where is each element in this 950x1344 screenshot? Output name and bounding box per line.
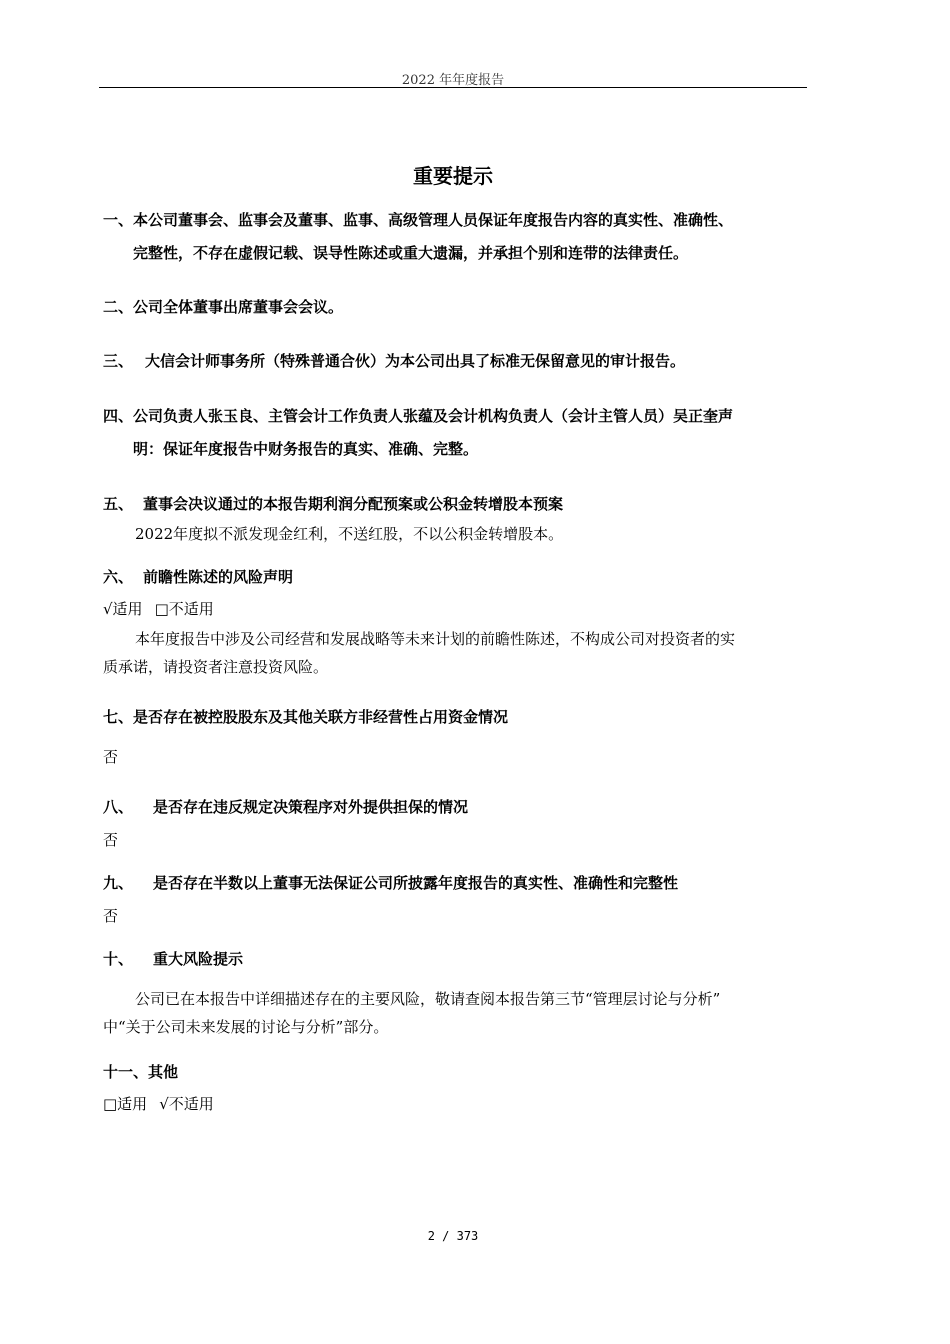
- section-6-heading: [103, 566, 809, 588]
- section-4-number: 四、: [103, 407, 134, 425]
- section-7-heading: [103, 706, 809, 728]
- page-number: 2 / 373: [427, 1229, 479, 1243]
- section-7-text: 是否存在被控股股东及其他关联方非经营性占用资金情况: [133, 708, 509, 726]
- section-3-text: 大信会计师事务所（特殊普通合伙）为本公司出具了标准无保留意见的审计报告。: [145, 352, 686, 370]
- section-11-option-not-applicable: √不适用: [159, 1095, 214, 1113]
- section-10-text: 重大风险提示: [153, 950, 244, 968]
- section-10-heading: [103, 948, 809, 970]
- section-11-text: 其他: [148, 1063, 179, 1081]
- section-8-answer: 否: [103, 831, 119, 849]
- section-4-text-line1: 公司负责人张玉良、主管会计工作负责人张蕴及会计机构负责人（会计主管人员）吴正奎声: [133, 407, 734, 425]
- header-divider: [99, 87, 807, 88]
- section-11-number: 十一、: [103, 1063, 149, 1081]
- section-6-body-line2: 质承诺，请投资者注意投资风险。: [103, 658, 329, 676]
- section-5-text: 董事会决议通过的本报告期利润分配预案或公积金转增股本预案: [143, 495, 564, 513]
- section-11-heading: [103, 1061, 809, 1083]
- section-2-heading: [103, 296, 809, 318]
- section-6-applicability: [103, 598, 809, 620]
- section-2-text: 公司全体董事出席董事会会议。: [133, 298, 344, 316]
- section-5-heading: [103, 493, 809, 515]
- section-1-number: 一、: [103, 211, 134, 229]
- section-6-option-not-applicable: □不适用: [154, 600, 214, 618]
- section-9-answer: 否: [103, 907, 119, 925]
- section-9-number: 九、: [103, 874, 134, 892]
- section-10-body-line1: 公司已在本报告中详细描述存在的主要风险，敬请查阅本报告第三节“管理层讨论与分析”: [135, 990, 721, 1008]
- section-8-text: 是否存在违反规定决策程序对外提供担保的情况: [153, 798, 469, 816]
- section-7-answer: 否: [103, 748, 119, 766]
- section-8-number: 八、: [103, 798, 134, 816]
- section-11-option-applicable: □适用: [103, 1095, 148, 1113]
- section-1-text-line2: 完整性，不存在虚假记载、误导性陈述或重大遗漏，并承担个别和连带的法律责任。: [133, 244, 689, 262]
- section-6-text: 前瞻性陈述的风险声明: [143, 568, 294, 586]
- section-6-body-line1: 本年度报告中涉及公司经营和发展战略等未来计划的前瞻性陈述，不构成公司对投资者的实: [135, 630, 736, 648]
- section-1-text-line1: 本公司董事会、监事会及董事、监事、高级管理人员保证年度报告内容的真实性、准确性、: [133, 211, 734, 229]
- section-9-heading: [103, 872, 809, 894]
- section-11-applicability: [103, 1093, 809, 1115]
- section-4-heading: [103, 405, 809, 427]
- section-5-number: 五、: [103, 495, 134, 513]
- section-10-body-line2: 中“关于公司未来发展的讨论与分析”部分。: [103, 1018, 389, 1036]
- page-title: 重要提示: [413, 164, 493, 188]
- section-8-heading: [103, 796, 809, 818]
- section-1-heading: [103, 209, 809, 231]
- section-2-number: 二、: [103, 298, 134, 316]
- section-6-option-applicable: √适用: [103, 600, 143, 618]
- section-3-heading: [103, 350, 809, 372]
- running-header: 2022 年年度报告: [401, 73, 505, 88]
- section-7-number: 七、: [103, 708, 134, 726]
- section-9-text: 是否存在半数以上董事无法保证公司所披露年度报告的真实性、准确性和完整性: [153, 874, 679, 892]
- section-3-number: 三、: [103, 352, 134, 370]
- section-4-text-line2: 明：保证年度报告中财务报告的真实、准确、完整。: [133, 440, 479, 458]
- section-10-number: 十、: [103, 950, 134, 968]
- section-6-number: 六、: [103, 568, 134, 586]
- section-5-body: 2022年度拟不派发现金红利，不送红股，不以公积金转增股本。: [135, 525, 564, 543]
